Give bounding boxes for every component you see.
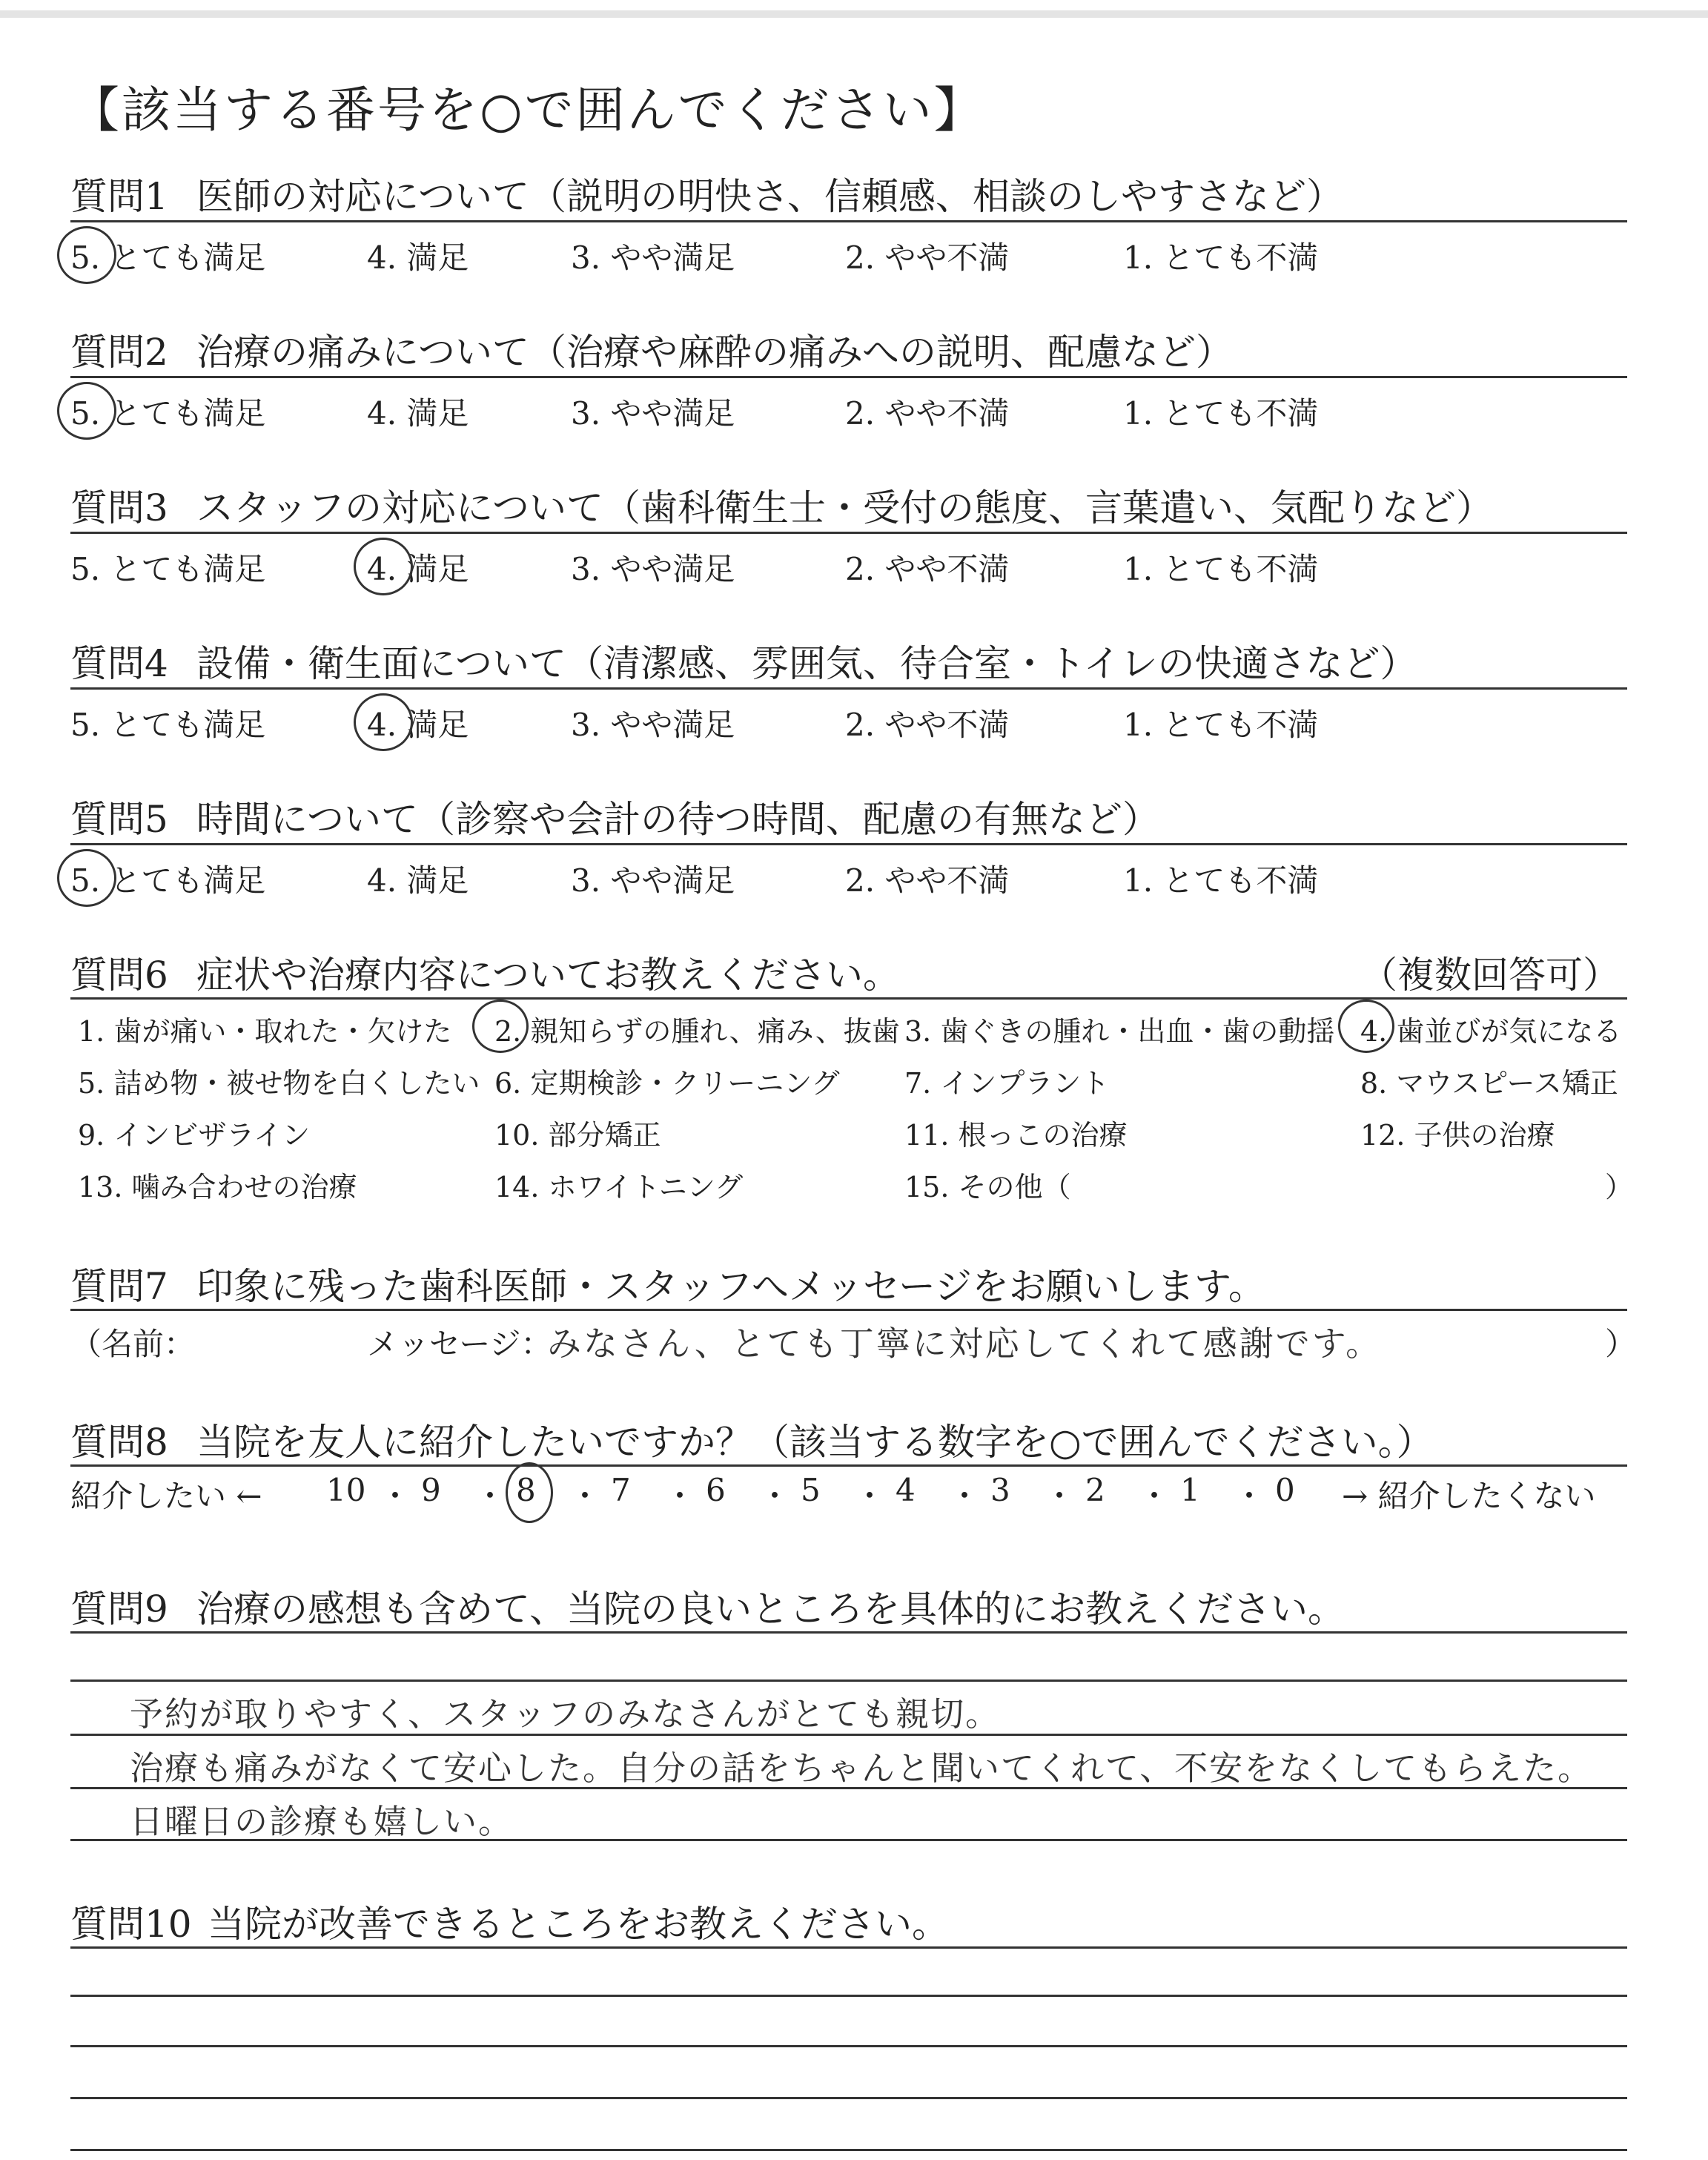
- other-close-paren: ）: [1605, 1171, 1634, 1203]
- rating-option-1[interactable]: 1. とても不満: [1123, 551, 1319, 587]
- symptom-option-13[interactable]: 13. 噛み合わせの治療: [78, 1171, 357, 1203]
- answer-line: [70, 1995, 1627, 1997]
- rating-option-4[interactable]: 4. 満足: [367, 240, 469, 276]
- symptom-option-12[interactable]: 12. 子供の治療: [1360, 1119, 1555, 1152]
- page-title: 【該当する番号を○で囲んでください】: [70, 82, 985, 139]
- rating-option-2[interactable]: 2. やや不満: [845, 551, 1010, 587]
- rating-options: [70, 389, 1627, 434]
- question-number: 質問5: [70, 798, 168, 841]
- rating-option-1[interactable]: 1. とても不満: [1123, 240, 1319, 276]
- rating-option-3[interactable]: 3. やや満足: [571, 707, 735, 743]
- question-2-heading: [70, 323, 1233, 376]
- question-8-heading: [70, 1413, 1434, 1466]
- symptom-option-3[interactable]: 3. 歯ぐきの腫れ・出血・歯の動揺: [904, 1015, 1335, 1048]
- question-text: 当院を友人に紹介したいですか？（該当する数字を○で囲んでください。）: [196, 1421, 1434, 1464]
- question-8-rule: [70, 1464, 1627, 1467]
- scale-separator: ・: [664, 1478, 696, 1514]
- symptom-option-6[interactable]: 6. 定期検診・クリーニング: [494, 1067, 840, 1100]
- question-7-heading: [70, 1257, 1265, 1310]
- message-label: メッセージ：: [367, 1326, 552, 1362]
- rating-option-1[interactable]: 1. とても不満: [1123, 395, 1319, 432]
- rating-option-5[interactable]: 5. とても満足: [70, 240, 266, 276]
- recommend-score-4[interactable]: 4: [896, 1472, 916, 1508]
- question-1-heading: [70, 167, 1343, 220]
- question-text: 当院が改善できるところをお教えください。: [208, 1903, 949, 1946]
- question-9-heading: [70, 1579, 1345, 1633]
- rating-option-5[interactable]: 5. とても満足: [70, 551, 266, 587]
- selected-circle: [354, 538, 413, 595]
- question-2-rule: [70, 376, 1627, 378]
- scale-separator: ・: [1044, 1478, 1076, 1514]
- recommend-score-0[interactable]: 0: [1275, 1472, 1295, 1508]
- answer-text-line-3[interactable]: 日曜日の診療も嬉しい。: [130, 1802, 514, 1841]
- question-1-rule: [70, 220, 1627, 222]
- rating-option-4[interactable]: 4. 満足: [367, 707, 469, 743]
- symptom-option-9[interactable]: 9. インビザライン: [78, 1119, 311, 1152]
- symptom-option-14[interactable]: 14. ホワイトニング: [494, 1171, 744, 1203]
- recommend-score-7[interactable]: 7: [611, 1472, 631, 1508]
- message-close-paren: ）: [1605, 1326, 1637, 1362]
- rating-option-3[interactable]: 3. やや満足: [571, 395, 735, 432]
- rating-option-2[interactable]: 2. やや不満: [845, 707, 1010, 743]
- symptom-option-15[interactable]: 15. その他（: [904, 1171, 1071, 1203]
- recommend-score-8[interactable]: 8: [516, 1472, 536, 1508]
- selected-circle: [57, 382, 116, 440]
- scale-separator: ・: [1139, 1478, 1171, 1514]
- recommend-score-10[interactable]: 10: [326, 1472, 366, 1508]
- recommend-score-5[interactable]: 5: [801, 1472, 821, 1508]
- answer-line: [70, 1680, 1627, 1682]
- multiple-answer-note: （複数回答可）: [1360, 954, 1620, 997]
- question-10-heading: [70, 1895, 949, 1948]
- question-4-rule: [70, 687, 1627, 690]
- scale-separator: ・: [949, 1478, 981, 1514]
- rating-options: [70, 701, 1627, 745]
- rating-options: [70, 234, 1627, 278]
- scale-separator: ・: [569, 1478, 601, 1514]
- rating-option-4[interactable]: 4. 満足: [367, 862, 469, 899]
- question-number: 質問3: [70, 486, 168, 529]
- question-7-rule: [70, 1309, 1627, 1311]
- answer-line: [70, 2149, 1627, 2151]
- question-text: 印象に残った歯科医師・スタッフへメッセージをお願いします。: [196, 1265, 1265, 1308]
- symptom-option-1[interactable]: 1. 歯が痛い・取れた・欠けた: [78, 1015, 452, 1048]
- symptom-option-8[interactable]: 8. マウスピース矯正: [1360, 1067, 1618, 1100]
- rating-option-2[interactable]: 2. やや不満: [845, 395, 1010, 432]
- answer-line: [70, 2097, 1627, 2099]
- scale-separator: ・: [854, 1478, 886, 1514]
- rating-option-2[interactable]: 2. やや不満: [845, 240, 1010, 276]
- rating-option-5[interactable]: 5. とても満足: [70, 707, 266, 743]
- symptom-option-5[interactable]: 5. 詰め物・被せ物を白くしたい: [78, 1067, 480, 1100]
- scale-separator: ・: [1234, 1478, 1265, 1514]
- question-number: 質問9: [70, 1588, 168, 1631]
- question-text: 医師の対応について（説明の明快さ、信頼感、相談のしやすさなど）: [196, 175, 1343, 218]
- symptom-option-2[interactable]: 2. 親知らずの腫れ、痛み、抜歯: [494, 1015, 900, 1048]
- answer-text-line-2[interactable]: 治療も痛みがなくて安心した。自分の話をちゃんと聞いてくれて、不安をなくしてもらえた。: [130, 1748, 1593, 1788]
- rating-option-5[interactable]: 5. とても満足: [70, 395, 266, 432]
- rating-option-1[interactable]: 1. とても不満: [1123, 707, 1319, 743]
- question-text: 設備・衛生面について（清潔感、雰囲気、待合室・トイレの快適さなど）: [196, 642, 1417, 685]
- question-3-heading: [70, 478, 1493, 532]
- question-6-rule: [70, 997, 1627, 1000]
- question-4-heading: [70, 634, 1417, 687]
- rating-option-4[interactable]: 4. 満足: [367, 395, 469, 432]
- selected-circle: [57, 849, 116, 907]
- selected-circle-option-4: [1338, 1000, 1394, 1053]
- question-number: 質問1: [70, 175, 168, 218]
- symptom-option-7[interactable]: 7. インプラント: [904, 1067, 1110, 1100]
- recommend-score-3[interactable]: 3: [990, 1472, 1010, 1508]
- question-3-rule: [70, 532, 1627, 534]
- rating-option-3[interactable]: 3. やや満足: [571, 551, 735, 587]
- question-number: 質問4: [70, 642, 168, 685]
- scale-separator: ・: [380, 1478, 411, 1514]
- question-text: 治療の感想も含めて、当院の良いところを具体的にお教えください。: [196, 1588, 1345, 1631]
- scale-separator: ・: [759, 1478, 791, 1514]
- rating-option-4[interactable]: 4. 満足: [367, 551, 469, 587]
- question-text: 時間について（診察や会計の待つ時間、配慮の有無など）: [196, 798, 1159, 841]
- rating-options: [70, 545, 1627, 589]
- question-number: 質問6: [70, 954, 168, 997]
- question-number: 質問7: [70, 1265, 168, 1308]
- recommend-right-label: → 紹介したくない: [1342, 1478, 1596, 1514]
- selected-circle-score: [506, 1462, 553, 1523]
- question-number: 質問10: [70, 1903, 192, 1946]
- rating-option-1[interactable]: 1. とても不満: [1123, 862, 1319, 899]
- recommend-score-2[interactable]: 2: [1085, 1472, 1105, 1508]
- question-number: 質問8: [70, 1421, 168, 1464]
- question-text: 症状や治療内容についてお教えください。: [196, 954, 900, 997]
- rating-option-3[interactable]: 3. やや満足: [571, 862, 735, 899]
- question-number: 質問2: [70, 331, 168, 374]
- symptom-option-10[interactable]: 10. 部分矯正: [494, 1119, 661, 1152]
- question-6-heading: [70, 945, 1620, 999]
- answer-line: [70, 1946, 1627, 1949]
- selected-circle: [57, 226, 116, 284]
- question-5-rule: [70, 843, 1627, 845]
- message-answer[interactable]: みなさん、とても丁寧に対応してくれて感謝です。: [547, 1324, 1383, 1364]
- answer-line: [70, 1631, 1627, 1634]
- answer-text-line-1[interactable]: 予約が取りやすく、スタッフのみなさんがとても親切。: [130, 1694, 1001, 1734]
- rating-options: [70, 856, 1627, 901]
- rating-option-2[interactable]: 2. やや不満: [845, 862, 1010, 899]
- question-5-heading: [70, 790, 1159, 843]
- recommend-left-label: 紹介したい ←: [70, 1478, 262, 1514]
- selected-circle-option-2: [472, 1000, 529, 1053]
- scale-separator: ・: [474, 1478, 506, 1514]
- answer-line: [70, 2045, 1627, 2047]
- recommend-score-6[interactable]: 6: [706, 1472, 726, 1508]
- symptom-option-4[interactable]: 4. 歯並びが気になる: [1360, 1015, 1622, 1048]
- name-label: （名前：: [70, 1326, 196, 1362]
- recommend-score-1[interactable]: 1: [1180, 1472, 1200, 1508]
- question-text: スタッフの対応について（歯科衛生士・受付の態度、言葉遣い、気配りなど）: [196, 486, 1493, 529]
- question-text: 治療の痛みについて（治療や麻酔の痛みへの説明、配慮など）: [196, 331, 1233, 374]
- rating-option-3[interactable]: 3. やや満足: [571, 240, 735, 276]
- recommend-score-9[interactable]: 9: [421, 1472, 441, 1508]
- selected-circle: [354, 693, 413, 751]
- rating-option-5[interactable]: 5. とても満足: [70, 862, 266, 899]
- symptom-option-11[interactable]: 11. 根っこの治療: [904, 1119, 1128, 1152]
- top-edge-line: [0, 10, 1708, 18]
